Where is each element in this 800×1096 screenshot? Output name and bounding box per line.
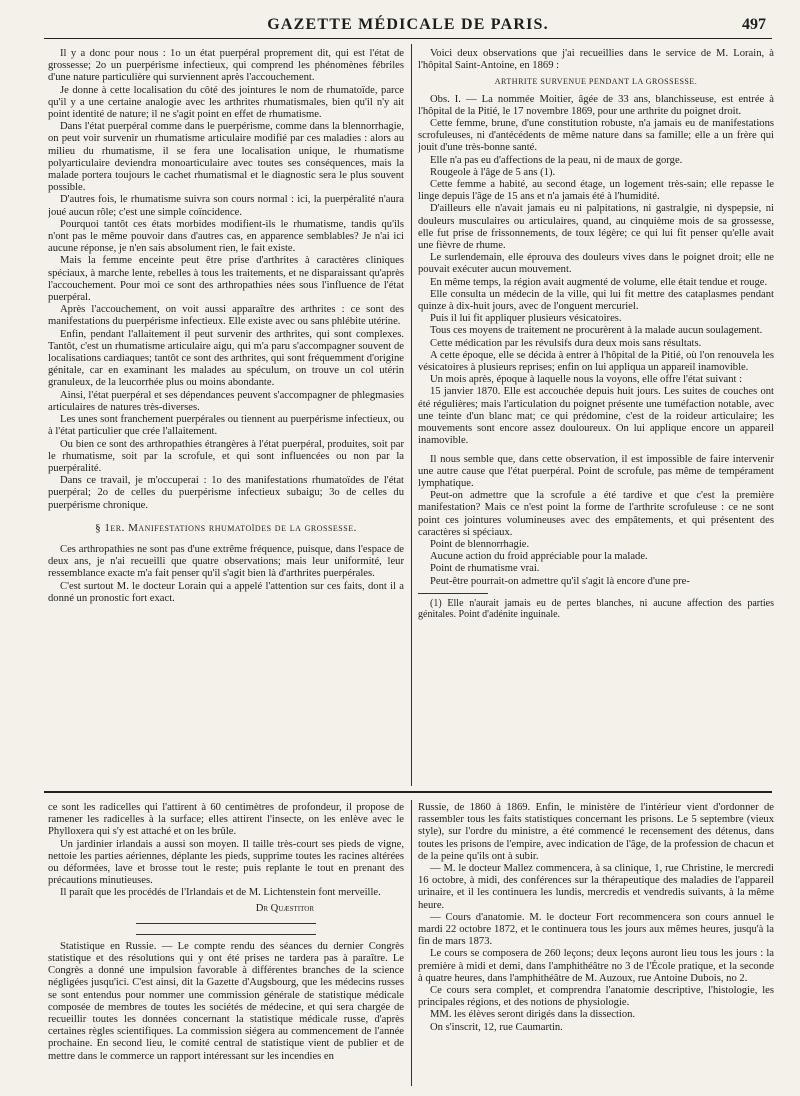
paragraph: Cette femme, brune, d'une constitution robuste, n'a jamais eu de manifestations scrofuleuses, ni d'antécédents de même nature dans sa famille; elle a un frère qui jouit d'une très-bonne santé.	[418, 118, 774, 154]
paragraph: Puis il lui fit appliquer plusieurs vésicatoires.	[430, 313, 622, 325]
journal-title: GAZETTE MÉDICALE DE PARIS.	[267, 16, 549, 33]
paragraph: Après l'accouchement, on voit aussi apparaître des arthrites : ce sont des manifestations du puerpérisme infectieux. Elle existe avec ou sans phlébite utérine.	[48, 304, 404, 328]
paragraph: Ainsi, l'état puerpéral et ses dépendances peuvent s'accompagner de phlegmasies articulaires de natures très-diverses.	[48, 389, 404, 413]
paragraph: MM. les élèves seront dirigés dans la dissection.	[430, 1009, 636, 1021]
paragraph: Elle n'a pas eu d'affections de la peau, ni de maux de gorge.	[430, 154, 683, 166]
header-rule	[44, 38, 772, 39]
paragraph: 15 janvier 1870. Elle est accouchée depuis huit jours. Les suites de couches ont été régulières; mais l'articulation du poignet présente une tuméfaction notable, avec une teinte d'un blanc mat; ce qui prédomine, c'est de la roideur articulaire; les mouvements sont encore assez douloureux. On lui applique encore un appareil inamovible.	[418, 386, 774, 447]
paragraph: Point de rhumatisme vrai.	[430, 563, 540, 575]
paragraph: Pourquoi tantôt ces états morbides modifient-ils le rhumatisme, tandis qu'ils n'ont pas le même pouvoir dans d'autres cas, en apparence semblables? Je n'ai ici aucune réponse, je n'en sais absolument rien, le fait existe.	[48, 218, 404, 255]
paragraph: Russie, de 1860 à 1869. Enfin, le ministère de l'intérieur vient d'ordonner de rassembler tous les faits statistiques concernant les prisons. Le 5 septembre (vieux style), sur l'ordre du ministre, a été commencé le recensement des détenus, dans toutes les prisons de l'empire, avec indication de l'âge, de la profession de chacun et de la peine qu'ils ont à subir.	[418, 802, 774, 862]
column-4	[418, 802, 774, 1088]
paragraph: Il y a donc pour nous : 1o un état puerpéral proprement dit, qui est l'état de grossesse; 2o un puerpérisme infectieux, qui comprend les phénomènes fébriles d'une nature particulière qui surviennent après l'accouchement.	[48, 48, 404, 84]
paragraph: Aucune action du froid appréciable pour la malade.	[430, 551, 648, 563]
footnote-rule	[418, 593, 488, 594]
column-1	[48, 48, 404, 788]
paragraph: Tous ces moyens de traitement ne procurèrent à la malade aucun soulagement.	[430, 325, 763, 337]
paragraph: Peut-on admettre que la scrofule a été tardive et que c'est la première manifestation? Mais ce n'est point la forme de l'arthrite scrofuleuse : ce ne sont point ces jointures volumineuses avec des empâtements, et qui présentent des caractères si spéciaux.	[418, 490, 774, 538]
paragraph: Ce cours sera complet, et comprendra l'anatomie descriptive, l'histologie, les principales régions, et des notions de physiologie.	[418, 985, 774, 1009]
paragraph: C'est surtout M. le docteur Lorain qui a appelé l'attention sur ces faits, dont il a donné un pronostic fort exact.	[48, 580, 404, 604]
observation-subheading: ARTHRITE SURVENUE PENDANT LA GROSSESSE.	[494, 77, 698, 87]
paragraph: Enfin, pendant l'allaitement il peut survenir des arthrites, qui sont complexes. Tantôt, c'est un rhumatisme articulaire aigu, qui m'a paru s'accompagner souvent de localisations cardiaques; tantôt ce sont des arthrites, qui sont fréquemment d'origine génitale, car en examinant les malades au spéculum, on trouve un col utérin granuleux, de la leucorrhée plus ou moins abondante.	[48, 328, 404, 389]
column-divider	[411, 44, 412, 786]
paragraph: Il nous semble que, dans cette observation, il est impossible de faire intervenir une autre cause que l'état puerpéral. Point de scrofule, pas même de tempérament lymphatique.	[418, 453, 774, 489]
paragraph: On s'inscrit, 12, rue Caumartin.	[430, 1021, 563, 1033]
signature: Dr Quæstitor	[255, 902, 314, 914]
page-number: 497	[742, 16, 766, 33]
paragraph: Les unes sont franchement puerpérales ou tiennent au puerpérisme infectieux, ou à l'état particulier que crée l'allaitement.	[48, 414, 404, 438]
paragraph: Dans l'état puerpéral comme dans le puerpérisme, comme dans la blennorrhagie, on peut voir survenir un rhumatisme articulaire modifié par ces maladies : alors au milieu du rhumatisme, il se fera une localisation unique, le rhumatisme polyarticulaire deviendra monoarticulaire avec toutes ses conséquences, mais la malade portera toujours le cachet rhumatismal et le diagnostic sera le plus souvent possible.	[48, 121, 404, 194]
column-3	[48, 802, 404, 1088]
paragraph: Dans ce travail, je m'occuperai : 1o des manifestations rhumatoïdes de l'état puerpéral; 2o de celles du puerpérisme infectieux subaigu; 3o de celles du puerpérisme chronique.	[48, 475, 404, 511]
footnote: (1) Elle n'aurait jamais eu de pertes blanches, ni aucune affection des parties génitales. Point d'adénite inguinale.	[418, 597, 774, 621]
paragraph: D'autres fois, le rhumatisme suivra son cours normal : ici, la puerpéralité n'aura joué aucun rôle; c'est une simple coïncidence.	[48, 194, 404, 218]
section-divider	[44, 791, 772, 795]
paragraph: Le surlendemain, elle éprouva des douleurs vives dans le poignet droit; elle ne pouvait exécuter aucun mouvement.	[418, 252, 774, 276]
paragraph: Je donne à cette localisation du côté des jointures le nom de rhumatoïde, parce qu'il y a une certaine analogie avec les arthrites rhumatismales, bien qu'il n'y ait point identité de nature; il ne s'agit point en effet de rhumatisme.	[48, 84, 404, 121]
paragraph: Cette femme a habité, au second étage, un logement très-sain; elle repasse le linge depuis l'âge de 15 ans et n'a jamais été à l'humidité.	[418, 179, 774, 203]
paragraph: Il paraît que les procédés de l'Irlandais et de M. Lichtenstein font merveille.	[60, 887, 381, 899]
revue-ornament	[136, 923, 316, 935]
paragraph: Peut-être pourrait-on admettre qu'il s'agit là encore d'une pre-	[430, 575, 690, 587]
paragraph: Cette médication par les révulsifs dura deux mois sans résultats.	[430, 337, 702, 349]
paragraph: Elle consulta un médecin de la ville, qui lui fit mettre des cataplasmes pendant quinze à dix-huit jours, avec de l'onguent mercuriel.	[418, 288, 774, 313]
paragraph: ce sont les radicelles qui l'attirent à 60 centimètres de profondeur, il propose de ramener les radicelles à la surface; elles attirent l'insecte, on les enlève avec le Phylloxera qui s'y est attaché et on les brûle.	[48, 802, 404, 838]
column-divider-lower	[411, 800, 412, 1086]
paragraph: — Cours d'anatomie. M. le docteur Fort recommencera son cours annuel le mardi 22 octobre 1872, et le continuera tous les jours aux mêmes heures, jusqu'à la fin de mars 1873.	[418, 911, 774, 948]
paragraph: Voici deux observations que j'ai recueillies dans le service de M. Lorain, à l'hôpital Saint-Antoine, en 1869 :	[418, 48, 774, 72]
paragraph: En même temps, la région avait augmenté de volume, elle était tendue et rouge.	[430, 276, 768, 288]
paragraph: Mais la femme enceinte peut être prise d'arthrites à caractères cliniques spéciaux, à marche lente, rebelles à tous les traitements, et ne disparaissant qu'après l'accouchement. Pour moi ce sont des arthropathies nées sous l'influence de l'état puerpéral.	[48, 255, 404, 304]
paragraph: Point de blennorrhagie.	[430, 538, 530, 550]
paragraph: Ou bien ce sont des arthropathies étrangères à l'état puerpéral, produites, soit par le rhumatisme, soit par la scrofule, et qui sont influencées ou non par la puerpéralité.	[48, 438, 404, 474]
paragraph: — M. le docteur Mallez commencera, à sa clinique, 1, rue Christine, le mercredi 16 octobre, à midi, des conférences sur la thérapeutique des maladies de l'appareil urinaire, et il les continuera les lundis, mercredis et vendredis suivants, à la même heure.	[418, 863, 774, 911]
paragraph: D'ailleurs elle n'avait jamais eu ni palpitations, ni gastralgie, ni dyspepsie, ni douleurs musculaires ou articulaires, quand, au cinquième mois de sa grossesse, elle fut prise de frissonnements, de toux légère; ce qui lui fit penser qu'elle avait une fièvre de rhume.	[418, 203, 774, 252]
section-heading: § 1er. Manifestations rhumatoïdes de la grossesse.	[95, 521, 357, 534]
paragraph: A cette époque, elle se décida à entrer à l'hôpital de la Pitié, où l'on renouvela les vésicatoires à plusieurs reprises; enfin on lui appliqua un appareil inamovible.	[418, 349, 774, 374]
paragraph: Rougeole à l'âge de 5 ans (1).	[430, 166, 556, 178]
paragraph: Un jardinier irlandais a aussi son moyen. Il taille très-court ses pieds de vigne, nettoie les parties aériennes, déplante les pieds, supprime toutes les racines altérées ou déformées, lave et brosse tout le reste; puis replante le tout en prenant des précautions minutieuses.	[48, 838, 404, 887]
paragraph: Le cours se composera de 260 leçons; deux leçons auront lieu tous les jours : la première à midi et demi, dans l'amphithéâtre no 3 de l'École pratique, et la seconde à quatre heures, dans l'amphithéâtre de M. Auzoux, rue Antoine Dubois, no 2.	[418, 948, 774, 984]
paragraph: Statistique en Russie. — Le compte rendu des séances du dernier Congrès statistique et des résolutions qui y ont été prises ne tardera pas à paraître. Le Congrès a donné une impulsion favorable à différentes branches de la science négligées jusqu'ici. C'est ainsi, dit la Gazette d'Augsbourg, que les médecins russes se sont entendus pour nommer une commission générale de statistique médicale composée de membres de toutes les sociétés de médecine, et qui sera chargée de recueillir toutes les données concernant la statistique médicale russe, d'après certaines règles scientifiques. La commission siégera au commencement de l'année prochaine. En second lieu, le comité central de statistique vient de publier et de mettre dans le commerce un rapport intéressant sur les incendies en	[48, 940, 404, 1062]
paragraph: Obs. I. — La nommée Moitier, âgée de 33 ans, blanchisseuse, est entrée à l'hôpital de la Pitié, le 17 novembre 1869, pour une arthrite du poignet droit.	[418, 93, 774, 117]
column-2	[418, 48, 774, 788]
paragraph: Ces arthropathies ne sont pas d'une extrême fréquence, puisque, dans l'espace de deux ans, je n'ai recueilli que quatre observations; mais leur uniformité, leur ressemblance exacte m'a fait penser qu'il s'agit bien là d'arthrites puerpérales.	[48, 543, 404, 580]
paragraph: Un mois après, époque à laquelle nous la voyons, elle offre l'état suivant :	[430, 374, 743, 386]
page-header	[44, 10, 772, 36]
